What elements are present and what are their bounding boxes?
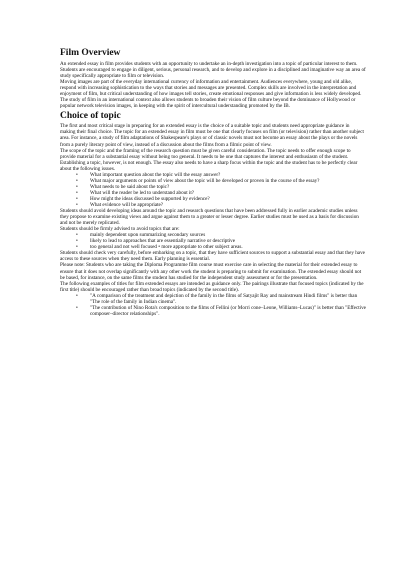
list-item: • too general and not well focused • more appropriate to other subject areas.: [60, 244, 366, 250]
document-body: [60, 48, 366, 317]
list-item: • "A comparison of the treatment and depiction of the family in the films of Satyajit Ray and mainstream Hindi films" is better than "The role of the family in Indian cinema".: [60, 293, 366, 305]
examples-list: [60, 293, 366, 317]
list-item: • What needs to be said about the topic?: [60, 184, 366, 190]
topic-paragraph: Students should be firmly advised to avoid topics that are:: [60, 226, 180, 233]
list-item: • likely to lead to approaches that are essentially narrative or descriptive: [60, 238, 366, 244]
topic-paragraph: Please note: Students who are taking the Diploma Programme film course must exercise care in selecting the material for their extended essay to ensure that it does not overlap significantly with any other work the student is preparing to submit for examination. The extended essay should not be based, for instance, on the same films the student has studied for the independent study assessment or for the presentation.: [60, 262, 362, 281]
overview-paragraph: The study of film in an international context also allows students to broaden their vision of film culture beyond the dominance of Hollywood or popular network television images, in keeping with the spirit of intercultural understanding promoted by the IB.: [60, 97, 356, 110]
list-item: • mainly dependent upon summarizing secondary sources: [60, 232, 366, 238]
overview-paragraph: An extended essay in film provides students with an opportunity to undertake an in-depth investigation into a topic of particular interest to them. Students are encouraged to engage in diligent, serious, personal research, and to develop and explore in a disciplined and imaginative way an area of study specifically appropriate to film or television.: [60, 61, 366, 80]
topic-paragraph: The first and most critical stage in preparing for an extended essay is the choice of a suitable topic and students need appropriate guidance in making their final choice. The topic for an extended essay in film must be one that clearly focuses on film (or television) rather than another subject area. For instance, a study of film adaptations of Shakespeare's plays or of classic novels must not become an essay about the plays or the novels from a purely literary point of view, instead of a discussion about the films from a filmic point of view.: [60, 123, 364, 148]
topic-paragraph: The scope of the topic and the framing of the research question must be given careful consideration. The topic needs to offer enough scope to provide material for a substantial essay without being too general. It needs to be one that captures the interest and enthusiasm of the student. Establishing a topic, however, is not enough. The essay also needs to have a sharp focus within the topic and the student has to be perfectly clear about the following issues.: [60, 147, 358, 172]
list-item: • What important question about the topic will the essay answer?: [60, 172, 366, 178]
list-item: • "The contribution of Nino Rota's composition to the films of Fellini (or Morri cone–Leone, Williams–Lucas)" is better than "Effective composer–director relationships".: [60, 305, 366, 317]
topic-paragraph: Students should avoid developing ideas around the topic and research questions that have been addressed fully in earlier academic studies unless they propose to examine existing views and argue against them to a greater or lesser degree. Earlier studies must be used as a basis for discussion and not be merely replicated.: [60, 208, 359, 227]
issues-list: [60, 172, 366, 208]
topic-paragraph: Students should check very carefully, before embarking on a topic, that they have sufficient sources to support a substantial essay and that they have access to these sources when they need them. Early planning is essential.: [60, 250, 365, 263]
list-item: • What evidence will be appropriate?: [60, 202, 366, 208]
topic-paragraph: The following examples of titles for film extended essays are intended as guidance only. The pairings illustrate that focused topics (indicated by the first title) should be encouraged rather than broad topics (indicated by the second title).: [60, 280, 364, 293]
list-item: • What will the reader be led to understand about it?: [60, 190, 366, 196]
overview-paragraph: Moving images are part of the everyday international currency of information and entertainment. Audiences everywhere, young and old alike, respond with increasing sophistication to the ways that stories and messages are presented. Complex skills are involved in the interpretation and enjoyment of film, but critical understanding of how images tell stories, create emotional responses and give information is less widely developed.: [60, 79, 362, 98]
list-item: • What major arguments or points of view about the topic will be developed or proven in the course of the essay?: [60, 178, 366, 184]
film-overview-heading: Film Overview: [60, 48, 121, 58]
list-item: • How might the ideas discussed be supported by evidence?: [60, 196, 366, 202]
choice-of-topic-heading: Choice of topic: [60, 111, 121, 122]
avoid-list: [60, 232, 366, 250]
